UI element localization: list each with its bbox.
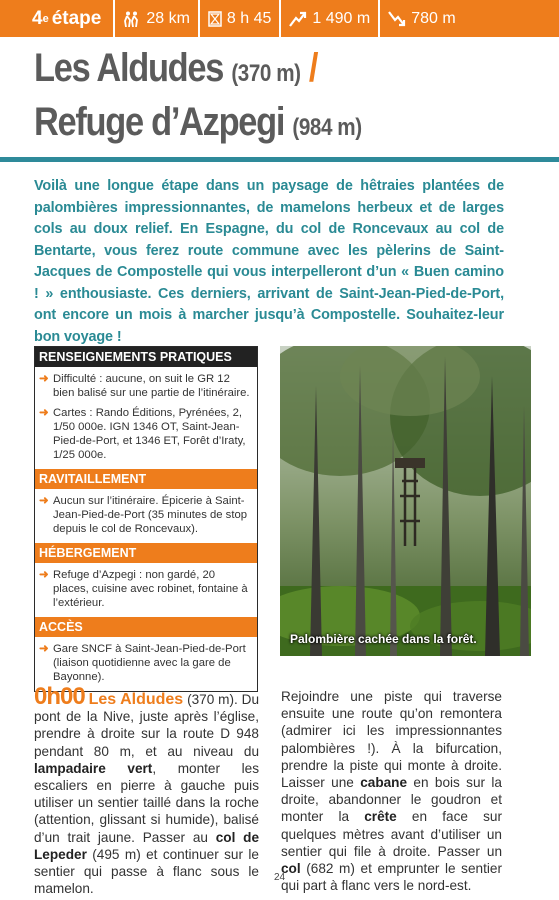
start-place: Les Aldudes	[34, 46, 224, 90]
section-heading-acces: ACCÈS	[35, 617, 257, 637]
info-item-text: Cartes : Rando Éditions, Pyrénées, 2, 1/50 000e. IGN 1346 OT, Saint-Jean-Pied-de-Port, et 1346 ET, Forêt d’Iraty, 1/25 000e.	[53, 407, 246, 461]
route-text: en bois sur la droite, abandonner le goudron et monter la	[281, 775, 502, 825]
landmark-lampadaire: lampadaire vert	[34, 760, 153, 776]
route-text: (370 m). Du pont de la Nive, juste après l’église, prendre à droite sur la route D 948 pendant 80 m, et au niveau du	[34, 692, 259, 759]
info-item	[35, 403, 257, 465]
info-item-text: Gare SNCF à Saint-Jean-Pied-de-Port (liaison quotidienne avec la gare de Bayonne).	[53, 643, 246, 683]
title-line-2	[34, 98, 464, 152]
section-heading-renseignements: RENSEIGNEMENTS PRATIQUES	[35, 347, 257, 367]
stage-title	[34, 44, 534, 152]
route-text: en face sur quelques mètres avant d’utiliser un sentier qui file à droite. Passer un	[281, 809, 502, 859]
info-item-text: Refuge d’Azpegi : non gardé, 20 places, cuisine avec robinet, fontaine à l’extérieur.	[53, 569, 248, 609]
start-altitude: (370 m)	[231, 60, 301, 87]
arrow-right-icon: ➜	[39, 569, 49, 581]
info-item-text: Difficulté : aucune, on suit le GR 12 bien balisé sur une partie de l’itinéraire.	[53, 373, 250, 399]
hikers-icon	[123, 11, 141, 27]
page-number: 24	[273, 872, 286, 883]
landmark-col-lepeder: col de Lepeder	[34, 829, 259, 862]
route-text: Rejoindre une piste qui traverse ensuite une route qu’on remontera (admirer ici les impressionnantes palombières !). À la bifurcation, prendre la piste qui monte à droite. Laisser une	[281, 689, 502, 791]
info-item	[35, 491, 257, 539]
ascent-arrow-icon	[289, 11, 307, 27]
route-text: (682 m) et emprunter le sentier qui part à flanc vers le nord-est.	[281, 861, 502, 894]
arrow-right-icon: ➜	[39, 643, 49, 655]
stage-number-suffix: e	[42, 12, 49, 25]
duration-value: 8 h 45	[226, 9, 272, 27]
distance-value: 28 km	[146, 9, 190, 27]
arrow-right-icon: ➜	[39, 373, 49, 385]
descent-value: 780 m	[411, 9, 456, 27]
descent-arrow-icon	[388, 11, 406, 27]
stage-number: 4	[32, 7, 43, 29]
info-item-text: Aucun sur l’itinéraire. Épicerie à Saint-Jean-Pied-de-Port (35 minutes de stop depuis le col de Roncevaux).	[53, 495, 248, 535]
landmark-col: col	[281, 861, 301, 877]
route-text-left-column	[34, 683, 259, 897]
duration-stat	[198, 0, 279, 37]
hourglass-icon	[208, 11, 222, 27]
arrow-right-icon: ➜	[39, 495, 49, 507]
route-text-right-column	[281, 688, 502, 894]
practical-info-box	[34, 346, 258, 692]
info-item	[35, 639, 257, 687]
intro-paragraph: Voilà une longue étape dans un paysage de hêtraies plantées de palombières impressionnantes, de mamelons herbeux et de larges cols au doux relief. En Espagne, du col de Roncevaux au col de Bentarte, vous ferez route commune avec les pèlerins de Saint-Jacques de Compostelle qui vous interpelleront d’un « Buen camino ! » enthousiaste. Ces derniers, arrivant de Saint-Jean-Pied-de-Port, ont encore un mois à marcher jusqu’à Compostelle. Souhaitez-leur bon voyage !	[34, 178, 504, 345]
forest-illustration	[280, 346, 531, 656]
distance-stat	[113, 0, 198, 37]
arrow-right-icon: ➜	[39, 407, 49, 419]
waypoint-name: Les Aldudes	[88, 691, 184, 708]
descent-stat	[378, 0, 463, 37]
section-heading-ravitaillement: RAVITAILLEMENT	[35, 469, 257, 489]
info-item	[35, 369, 257, 403]
route-text: (495 m) et continuer sur le sentier qui passe à flanc sous le mamelon.	[34, 846, 259, 897]
time-marker: 0h00	[34, 683, 85, 710]
photo-caption: Palombière cachée dans la forêt.	[290, 632, 477, 646]
stage-word: étape	[51, 7, 102, 29]
route-text: , monter les escaliers en pierre à gauche puis utiliser un sentier taillé dans la roche (attention, glissant si humide), balisé d’un trait jaune. Passer au	[34, 760, 259, 845]
ascent-stat	[279, 0, 378, 37]
end-altitude: (984 m)	[292, 114, 362, 141]
landmark-cabane: cabane	[360, 775, 408, 791]
info-item	[35, 565, 257, 613]
title-line-1	[34, 44, 464, 98]
stage-label	[0, 0, 113, 37]
end-place: Refuge d’Azpegi	[34, 100, 285, 144]
stage-header-bar	[0, 0, 559, 37]
landmark-crete: crête	[364, 809, 397, 825]
title-slash: /	[308, 46, 318, 90]
ascent-value: 1 490 m	[312, 9, 371, 27]
section-heading-hebergement: HÉBERGEMENT	[35, 543, 257, 563]
forest-photo	[280, 346, 531, 656]
title-divider	[0, 157, 559, 162]
